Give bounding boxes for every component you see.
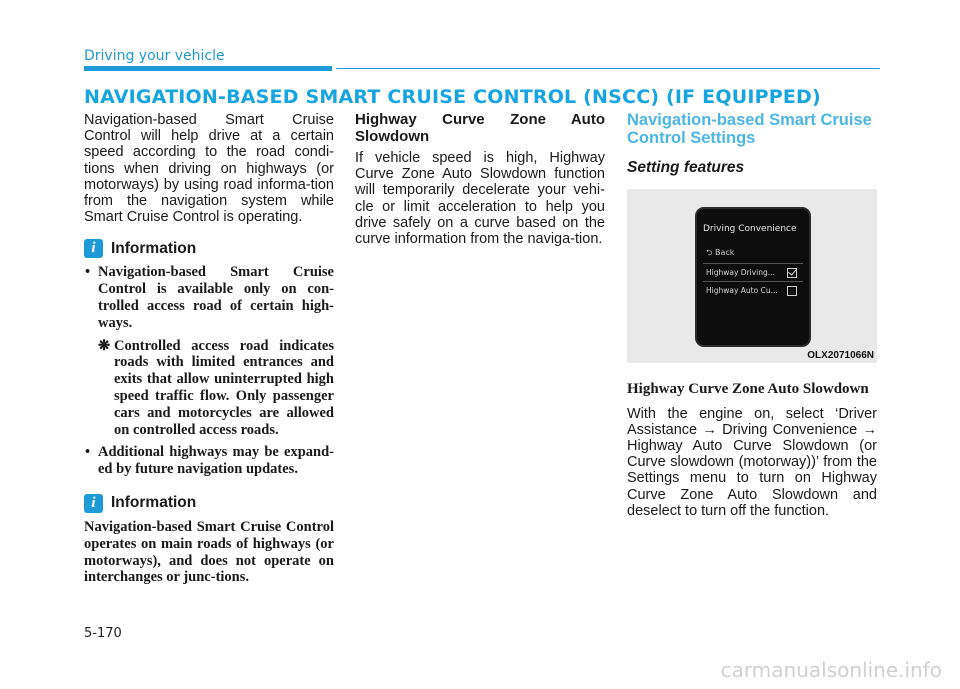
information-icon: i	[84, 239, 103, 258]
bullet-text: Additional highways may be expand-ed by future navigation updates.	[98, 444, 334, 478]
list-item	[84, 444, 334, 478]
column-1	[84, 112, 334, 586]
checked-box-icon	[787, 268, 797, 278]
unchecked-box-icon	[787, 286, 797, 296]
info-heading-1	[84, 239, 334, 258]
row-label: Highway Auto Cu...	[706, 286, 778, 295]
screen-menu-row	[703, 281, 803, 299]
info-heading-2	[84, 494, 334, 513]
info-paragraph: Navigation-based Smart Cruise Control operates on main roads of highways (or motorways), and does not operate on interchanges or junc-tions.	[84, 518, 334, 586]
info-title: Information	[111, 494, 197, 512]
screen-menu-row	[703, 263, 803, 281]
section-heading: Highway Curve Zone Auto Slowdown	[355, 111, 605, 145]
setting-features-heading: Setting features	[627, 159, 745, 176]
note	[98, 338, 334, 439]
header-rule-thin	[336, 68, 880, 69]
section-paragraph: If vehicle speed is high, Highway Curve Zone Auto Slowdown function will temporarily decelerate your vehi-cle or limit acceleration to help you drive safely on a curve based on the curve information from the naviga-tion.	[355, 150, 605, 248]
column-3	[627, 112, 877, 519]
subsection-heading: Highway Curve Zone Auto Slowdown	[627, 381, 869, 397]
note-text: Controlled access road indicates roads with limited entrances and exits that allow uninterrupted high speed traffic flow. Only passenger cars and motorcycles are allowed on controlled access roads.	[114, 337, 334, 438]
display-screen	[697, 209, 809, 345]
column-2	[355, 112, 605, 247]
note-mark-icon: ❋	[98, 337, 111, 354]
header-rule-thick	[84, 66, 332, 71]
screen-title: Driving Convenience	[703, 224, 797, 234]
subsection-paragraph: With the engine on, select ‘Driver Assistance → Driving Convenience → Highway Auto Curve Slowdown (or Curve slowdown (motorway))’ from the Settings menu to turn on Highway Curve Zone Auto Slowdown and deselect to turn off the function.	[627, 405, 877, 519]
list-item	[84, 264, 334, 438]
bullet-text: Navigation-based Smart Cruise Control is available only on con-trolled access road of certain high-ways.	[98, 264, 334, 331]
page-title: NAVIGATION-BASED SMART CRUISE CONTROL (NSCC) (IF EQUIPPED)	[84, 86, 821, 108]
settings-screen-figure	[627, 189, 877, 363]
row-label: Highway Driving...	[706, 268, 775, 277]
watermark: carmanualsonline.info	[720, 658, 942, 682]
information-icon: i	[84, 494, 103, 513]
section-label: Driving your vehicle	[84, 48, 225, 64]
intro-paragraph: Navigation-based Smart Cruise Control will help drive at a certain speed according to the road condi-tions when driving on highways (or motorways) by using road informa-tion from the navigation system while Smart Cruise Control is operating.	[84, 112, 334, 226]
settings-heading: Navigation-based Smart Cruise Control Settings	[627, 111, 872, 147]
back-menu-item: ⮌ Back	[706, 248, 735, 257]
page-number: 5-170	[84, 626, 122, 641]
info-bullet-list	[84, 264, 334, 478]
figure-code: OLX2071066N	[807, 350, 874, 361]
info-title: Information	[111, 239, 197, 257]
